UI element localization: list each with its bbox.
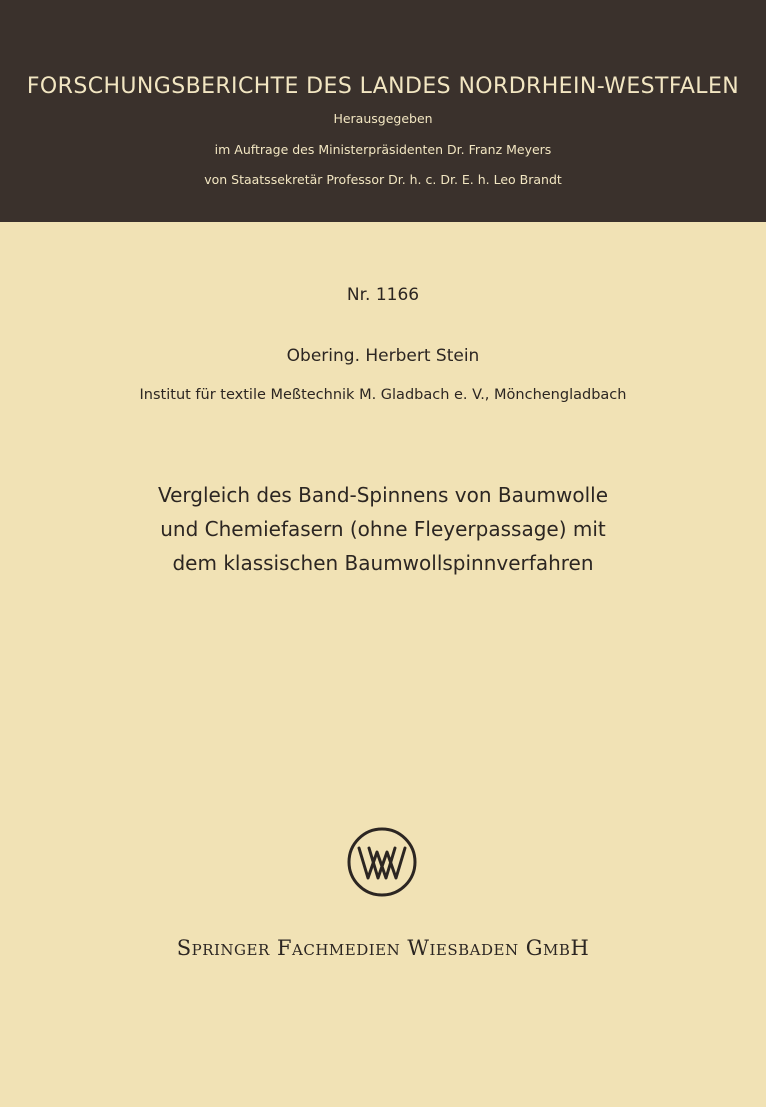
series-title: FORSCHUNGSBERICHTE DES LANDES NORDRHEIN-WESTFALEN bbox=[26, 74, 740, 99]
title-line-2: und Chemiefasern (ohne Fleyerpassage) mit bbox=[160, 517, 606, 541]
publisher-ww-logo-icon bbox=[346, 826, 418, 898]
book-title bbox=[0, 478, 766, 580]
title-line-3: dem klassischen Baumwollspinnverfahren bbox=[172, 551, 594, 575]
title-line-1: Vergleich des Band-Spinnens von Baumwolle bbox=[157, 483, 609, 507]
header-line-commission: im Auftrage des Ministerpräsidenten Dr. Franz Meyers bbox=[214, 142, 552, 157]
publisher-name: Springer Fachmedien Wiesbaden GmbH bbox=[176, 936, 590, 960]
header-line-editor: von Staatssekretär Professor Dr. h. c. Dr. E. h. Leo Brandt bbox=[204, 172, 562, 187]
header-line-published: Herausgegeben bbox=[333, 111, 433, 126]
author: Obering. Herbert Stein bbox=[286, 346, 480, 366]
report-number: Nr. 1166 bbox=[346, 285, 420, 305]
institute: Institut für textile Meßtechnik M. Gladbach e. V., Mönchengladbach bbox=[139, 387, 627, 403]
header-band bbox=[0, 0, 766, 222]
